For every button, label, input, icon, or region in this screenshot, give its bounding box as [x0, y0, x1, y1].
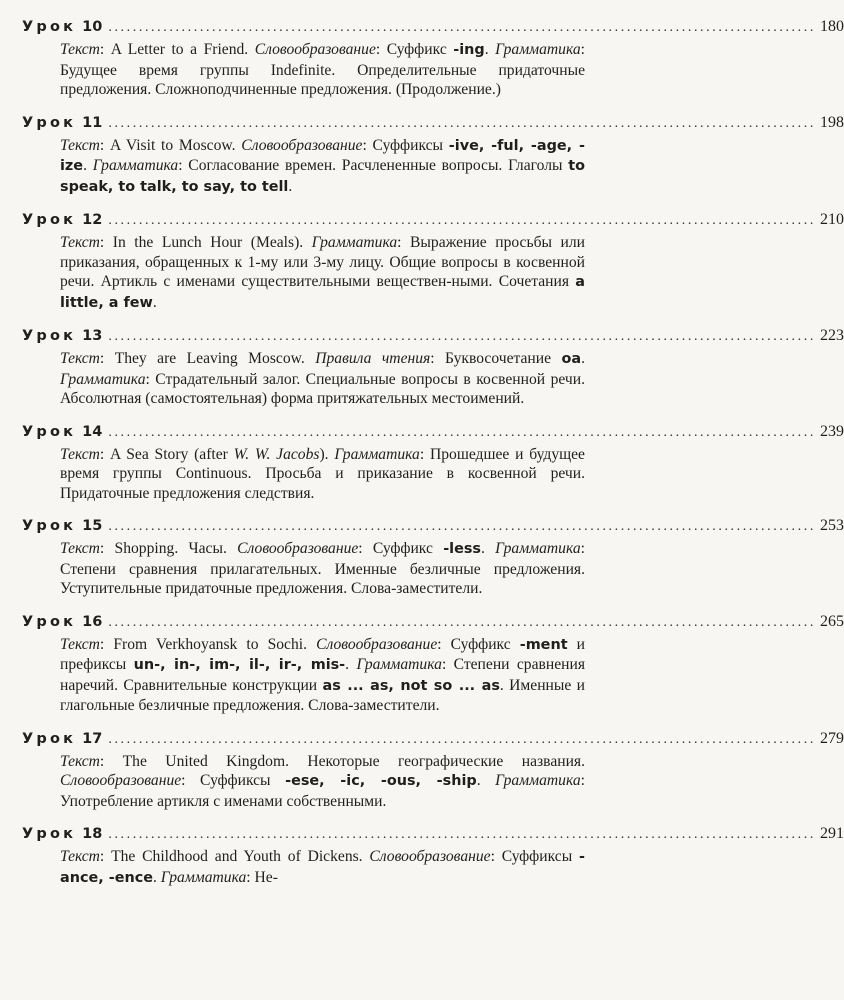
- description-text: .: [476, 772, 496, 789]
- section-label: Текст: [60, 41, 100, 58]
- description-text: : Суффикс: [437, 635, 520, 653]
- description-text: : A Sea Story (after: [99, 445, 234, 463]
- description-text: .: [484, 41, 496, 58]
- description-text: ).: [319, 445, 335, 463]
- lesson-description: [22, 40, 585, 100]
- lesson-heading: [22, 726, 844, 752]
- description-text: .: [288, 177, 293, 195]
- description-text: : Суффиксы: [490, 848, 580, 865]
- toc-entry-lesson-13: [22, 323, 844, 409]
- section-label: Словообразование: [369, 848, 491, 865]
- lesson-number: 12: [82, 212, 103, 228]
- description-text: : Shopping. Часы.: [99, 540, 238, 557]
- dot-leader: ....................................................................................................................: [108, 213, 816, 228]
- description-text: .: [83, 157, 93, 174]
- description-text: : Степени сравнения прилагательных. Именные безличные предложения. Уступительные придаточные предложения. Слова-заместители.: [60, 540, 586, 597]
- lesson-number: 17: [82, 730, 103, 747]
- section-label: Грамматика: [495, 540, 581, 557]
- lesson-heading: [22, 821, 844, 847]
- description-text: .: [581, 350, 586, 367]
- lesson-description: [22, 349, 585, 409]
- section-label: Грамматика: [92, 157, 179, 174]
- description-text: : The Childhood and Youth of Dickens.: [99, 848, 370, 865]
- description-text: : Суффиксы: [181, 772, 286, 789]
- page-number: 291: [819, 825, 844, 842]
- lesson-description: [22, 635, 585, 716]
- lesson-description: [22, 233, 585, 313]
- lesson-number: 15: [82, 518, 103, 534]
- section-label: Грамматика: [495, 41, 581, 58]
- description-text: : Суффикс: [375, 41, 454, 58]
- section-label: Текст: [60, 445, 100, 463]
- page-number: 180: [819, 18, 844, 35]
- description-text: : The United Kingdom. Некоторые географические названия.: [99, 752, 585, 770]
- keyword: -ment: [519, 636, 568, 653]
- keyword: -less: [443, 541, 481, 557]
- lesson-label: Урок: [22, 212, 77, 228]
- page-number: 279: [819, 729, 844, 747]
- section-label: Словообразование: [60, 772, 182, 789]
- lesson-description: [22, 752, 585, 812]
- description-text: : A Visit to Moscow.: [99, 136, 242, 154]
- page-number: 223: [819, 327, 844, 344]
- description-text: .: [345, 656, 357, 673]
- lesson-label: Урок: [22, 826, 77, 842]
- description-text: : Буквосочетание: [430, 350, 562, 367]
- lesson-label: Урок: [22, 613, 77, 630]
- section-label: Текст: [60, 848, 100, 865]
- section-label: Грамматика: [160, 868, 247, 886]
- section-label: Текст: [60, 136, 100, 154]
- lesson-number: 16: [82, 613, 103, 630]
- lesson-heading: [22, 609, 844, 635]
- section-label: Грамматика: [60, 370, 146, 388]
- dot-leader: ....................................................................................................................: [108, 519, 816, 534]
- description-text: .: [153, 868, 161, 886]
- lesson-description: [22, 136, 585, 198]
- toc-entry-lesson-17: [22, 726, 844, 812]
- toc-entry-lesson-18: [22, 821, 844, 888]
- dot-leader: ....................................................................................................................: [108, 827, 816, 842]
- dot-leader: ....................................................................................................................: [108, 115, 816, 131]
- description-text: : Суффикс: [358, 540, 444, 557]
- section-label: Словообразование: [237, 540, 359, 557]
- toc-entry-lesson-14: [22, 419, 844, 504]
- section-label: Грамматика: [334, 445, 420, 463]
- description-text: : Выражение просьбы или приказания, обращенных к 1-му или 3-му лицу. Общие вопросы в косвенной речи. Артикль с именами существительными веществен-ными. Сочетания: [60, 234, 585, 290]
- lesson-heading: [22, 110, 844, 136]
- description-text: : Употребление артикля с именами собственными.: [60, 772, 585, 810]
- description-text: : Будущее время группы Indefinite. Определительные придаточные предложения. Сложноподчиненные предложения. (Продолжение.): [60, 41, 586, 98]
- description-text: : Степени сравнения наречий. Сравнительные конструкции: [60, 656, 586, 694]
- description-text: и префиксы: [60, 635, 585, 673]
- page-number: 239: [819, 422, 844, 440]
- lesson-heading: [22, 513, 844, 539]
- section-label: Текст: [60, 635, 100, 653]
- section-label: Словообразование: [254, 41, 376, 58]
- section-label: Словообразование: [241, 136, 363, 154]
- description-text: : Суффиксы: [362, 136, 449, 154]
- page-number: 253: [819, 517, 844, 534]
- description-text: : Страдательный залог. Специальные вопросы в косвенной речи. Абсолютная (самостоятельная) форма притяжательных местоимений.: [60, 370, 585, 407]
- description-text: : Прошедшее и будущее время группы Continuous. Просьба и приказание в косвенной речи. Придаточные предложения следствия.: [60, 445, 585, 502]
- dot-leader: ....................................................................................................................: [108, 20, 816, 35]
- description-text: : A Letter to a Friend.: [99, 41, 255, 58]
- section-label: Грамматика: [311, 234, 398, 251]
- description-text: : In the Lunch Hour (Meals).: [99, 234, 312, 251]
- description-text: . Именные и глагольные безличные предложения. Слова-заместители.: [60, 676, 585, 714]
- page-number: 198: [819, 113, 844, 131]
- lesson-label: Урок: [22, 423, 77, 440]
- description-text: : Не-: [246, 868, 278, 886]
- page-number: 210: [819, 211, 844, 228]
- toc-entry-lesson-11: [22, 110, 844, 198]
- lesson-number: 18: [82, 826, 103, 842]
- dot-leader: ....................................................................................................................: [108, 424, 816, 440]
- keyword: a little, a few: [60, 274, 585, 311]
- section-label: Грамматика: [495, 772, 581, 789]
- lesson-number: 10: [82, 19, 103, 35]
- keyword: -ive, -ful, -age, -ize: [60, 137, 585, 174]
- section-label: Грамматика: [356, 656, 442, 673]
- page-number: 265: [819, 612, 844, 630]
- keyword: oa: [561, 351, 582, 367]
- lesson-description: [22, 445, 585, 504]
- description-text: .: [480, 540, 496, 557]
- keyword: -ing: [453, 42, 485, 58]
- keyword: un-, in-, im-, il-, ir-, mis-: [133, 657, 346, 673]
- toc-entry-lesson-15: [22, 513, 844, 599]
- lesson-label: Урок: [22, 114, 77, 131]
- keyword: -ese, -ic, -ous, -ship: [285, 773, 477, 789]
- toc-entry-lesson-12: [22, 207, 844, 313]
- lesson-number: 13: [82, 328, 103, 344]
- dot-leader: ....................................................................................................................: [108, 731, 816, 747]
- lesson-label: Урок: [22, 19, 77, 35]
- lesson-heading: [22, 419, 844, 445]
- lesson-number: 11: [82, 114, 103, 131]
- section-label: Текст: [60, 234, 100, 251]
- description-text: .: [152, 293, 157, 311]
- section-label: Словообразование: [316, 635, 438, 653]
- lesson-description: [22, 539, 585, 599]
- lesson-label: Урок: [22, 730, 77, 747]
- description-text: : They are Leaving Moscow.: [99, 350, 316, 367]
- dot-leader: ....................................................................................................................: [108, 329, 816, 344]
- description-text: : Согласование времен. Расчлененные вопросы. Глаголы: [178, 157, 569, 174]
- lesson-label: Урок: [22, 328, 77, 344]
- section-label: Текст: [60, 540, 100, 557]
- lesson-heading: [22, 207, 844, 233]
- keyword: to speak, to talk, to say, to tell: [60, 158, 585, 195]
- lesson-heading: [22, 14, 844, 40]
- section-label: Текст: [60, 752, 100, 770]
- dot-leader: ....................................................................................................................: [108, 614, 816, 630]
- author-name: W. W. Jacobs: [233, 445, 320, 463]
- lesson-number: 14: [82, 423, 103, 440]
- lesson-label: Урок: [22, 518, 77, 534]
- keyword: -ance, -ence: [60, 849, 585, 886]
- description-text: : From Verkhoyansk to Sochi.: [99, 635, 317, 653]
- toc-entry-lesson-16: [22, 609, 844, 716]
- lesson-heading: [22, 323, 844, 349]
- section-label: Правила чтения: [315, 350, 431, 367]
- toc-entry-lesson-10: [22, 14, 844, 100]
- lesson-description: [22, 847, 585, 888]
- section-label: Текст: [60, 350, 100, 367]
- keyword: as ... as, not so ... as: [322, 677, 500, 694]
